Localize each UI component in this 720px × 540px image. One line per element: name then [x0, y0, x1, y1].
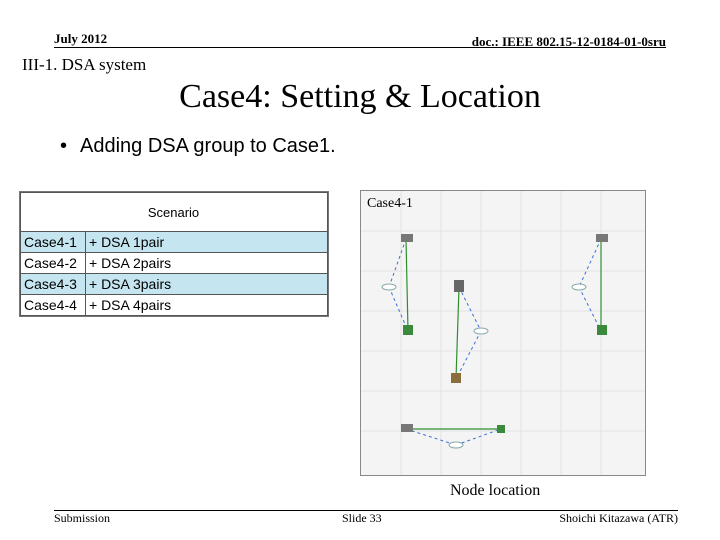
case-cell: Case4-1: [21, 232, 86, 253]
cloud-icon: [449, 442, 463, 448]
desc-cell: + DSA 2pairs: [86, 253, 328, 274]
node-sta-icon: [497, 425, 505, 433]
table-row: [21, 274, 328, 295]
bullet-dot-icon: •: [60, 135, 68, 157]
node-map-svg: [361, 191, 645, 475]
table-row: [21, 295, 328, 316]
footer-author: Shoichi Kitazawa (ATR): [559, 511, 678, 525]
map-solid-links: [406, 239, 601, 429]
node-dsa-sta-icon: [451, 373, 461, 383]
cloud-icon: [474, 328, 488, 334]
footer-slide-number: Slide 33: [342, 511, 382, 525]
table-row: [21, 232, 328, 253]
section-label: III-1. DSA system: [22, 55, 147, 74]
table-row: [21, 253, 328, 274]
case-cell: Case4-4: [21, 295, 86, 316]
node-location-map: [360, 190, 646, 476]
map-caption: Node location: [450, 482, 541, 499]
node-sta-icon: [597, 325, 607, 335]
header-divider: [54, 47, 666, 48]
bullet-item: [60, 135, 336, 158]
node-ap-icon: [401, 234, 413, 242]
scenario-table: [20, 192, 328, 316]
desc-cell: + DSA 3pairs: [86, 274, 328, 295]
scenario-table-header: Scenario: [21, 193, 328, 232]
bullet-text: Adding DSA group to Case1.: [80, 135, 336, 157]
case-cell: Case4-2: [21, 253, 86, 274]
header-date: July 2012: [54, 31, 108, 46]
slide-title: Case4: Setting & Location: [179, 78, 541, 115]
map-label: Case4-1: [367, 196, 413, 211]
node-dsa-icon: [454, 280, 464, 292]
node-ap-icon: [596, 234, 608, 242]
footer-left: Submission: [54, 511, 111, 525]
node-sta-icon: [403, 325, 413, 335]
case-cell: Case4-3: [21, 274, 86, 295]
desc-cell: + DSA 1pair: [86, 232, 328, 253]
header-doc-id: doc.: IEEE 802.15-12-0184-01-0sru: [471, 34, 666, 49]
cloud-icon: [382, 284, 396, 290]
node-ap-icon: [401, 424, 413, 432]
cloud-icon: [572, 284, 586, 290]
map-nodes: [382, 234, 608, 448]
map-dashed-links: [389, 239, 601, 445]
desc-cell: + DSA 4pairs: [86, 295, 328, 316]
